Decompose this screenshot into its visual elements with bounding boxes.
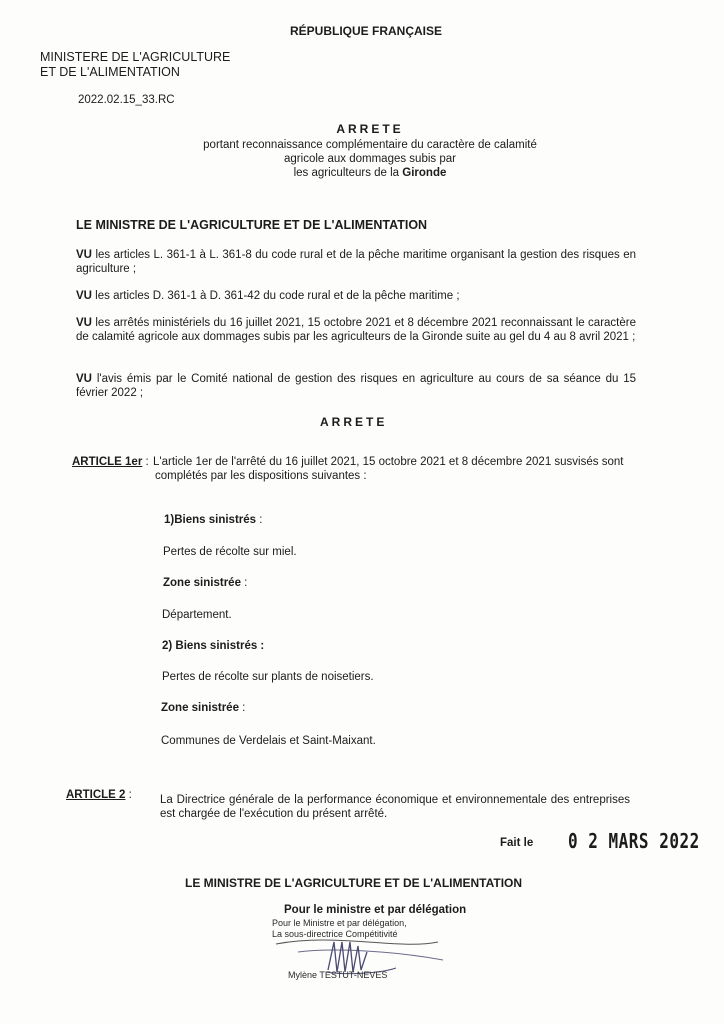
title-line3 xyxy=(140,166,600,180)
article2-label: ARTICLE 2 xyxy=(66,789,126,801)
visa-text: l'avis émis par le Comité national de gestion des risques en agriculture au cours de sa séance du 15 février 2022 ; xyxy=(76,373,636,399)
ministry-line1: MINISTERE DE L'AGRICULTURE xyxy=(40,50,231,64)
biens2-value: Pertes de récolte sur plants de noisetiers. xyxy=(162,671,374,683)
zone2-value: Communes de Verdelais et Saint-Maixant. xyxy=(161,735,376,747)
visa-1 xyxy=(76,248,636,276)
fait-le: Fait le xyxy=(500,837,534,849)
title-line2: agricole aux dommages subis par xyxy=(284,153,456,165)
title-block xyxy=(140,122,600,180)
title-line3-prefix: les agriculteurs de la xyxy=(293,167,403,179)
visa-vu: VU xyxy=(76,249,92,261)
title-line1: portant reconnaissance complémentaire du caractère de calamité xyxy=(203,139,537,151)
title-department: Gironde xyxy=(402,167,447,179)
reference-number: 2022.02.15_33.RC xyxy=(78,94,175,106)
visa-text: les articles D. 361-1 à D. 361-42 du code rural et de la pêche maritime ; xyxy=(91,290,460,302)
visa-text: les arrêtés ministériels du 16 juillet 2021, 15 octobre 2021 et 8 décembre 2021 reconnaissant le caractère de calamité agricole aux dommages subis par les agriculteurs de la Gironde suite au gel du 4 au 8 avril 2021 ; xyxy=(76,317,636,343)
zone1-colon: : xyxy=(240,577,248,589)
zone2-label: Zone sinistrée xyxy=(161,702,239,714)
visa-text: les articles L. 361-1 à L. 361-8 du code rural et de la pêche maritime organisant la gestion des risques en agriculture ; xyxy=(76,249,636,275)
visa-vu: VU xyxy=(76,373,92,385)
arrete-heading: ARRETE xyxy=(320,415,388,429)
biens2-heading: 2) Biens sinistrés : xyxy=(162,640,265,652)
signature-pour: Pour le ministre et par délégation xyxy=(284,904,467,916)
minister-heading: LE MINISTRE DE L'AGRICULTURE ET DE L'ALIMENTATION xyxy=(76,218,428,232)
zone1-label: Zone sinistrée xyxy=(163,577,241,589)
article2-sep: : xyxy=(125,789,132,801)
article2-text: La Directrice générale de la performance économique et environnementale des entreprises est chargée de l'exécution du présent arrêté. xyxy=(160,794,630,820)
ministry-line2: ET DE L'ALIMENTATION xyxy=(40,65,180,79)
stamp-line2: La sous-directrice Compétitivité xyxy=(272,929,398,939)
article1-label: ARTICLE 1er xyxy=(72,456,143,468)
zone2-colon: : xyxy=(238,702,246,714)
zone1-heading xyxy=(163,576,247,590)
visa-vu: VU xyxy=(76,317,92,329)
ministry-block xyxy=(40,50,230,80)
zone2-heading xyxy=(161,701,245,715)
article2-label-wrap xyxy=(66,788,132,802)
signatory-name: Mylène TESTUT-NEVES xyxy=(288,970,388,980)
visa-3 xyxy=(76,316,636,344)
article1-sep: : xyxy=(142,456,149,468)
title-arrete: ARRETE xyxy=(336,122,404,136)
biens1-heading xyxy=(164,513,262,527)
zone1-value: Département. xyxy=(162,609,232,621)
biens1-colon: : xyxy=(256,514,263,526)
visa-vu: VU xyxy=(76,290,92,302)
stamp-line1: Pour le Ministre et par délégation, xyxy=(272,918,407,928)
biens1-label: 1)Biens sinistrés xyxy=(164,514,257,526)
article1-body: L'article 1er de l'arrêté du 16 juillet 2021, 15 octobre 2021 et 8 décembre 2021 susvisés sont complétés par les dispositions suivantes : xyxy=(153,456,624,482)
signature-minister: LE MINISTRE DE L'AGRICULTURE ET DE L'ALIMENTATION xyxy=(185,876,523,890)
article1-label-wrap xyxy=(72,455,149,469)
republic-heading: RÉPUBLIQUE FRANÇAISE xyxy=(290,24,443,38)
article1-text xyxy=(153,455,630,483)
date-stamp: 0 2 MARS 2022 xyxy=(568,829,700,853)
visa-2 xyxy=(76,289,636,303)
visa-4 xyxy=(76,372,636,400)
biens1-value: Pertes de récolte sur miel. xyxy=(163,546,297,558)
